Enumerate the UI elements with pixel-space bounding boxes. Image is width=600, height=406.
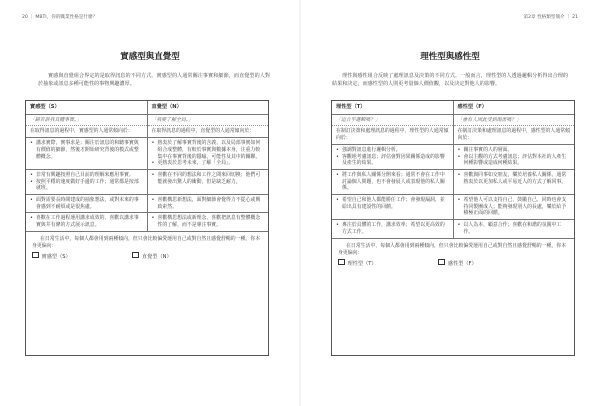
table-header-row bbox=[26, 101, 268, 114]
choice-label-feeling: 感性型（F） bbox=[447, 260, 477, 267]
choice-label-intuition: 直覺型（N） bbox=[141, 253, 172, 260]
list-item: • 面對需要長時間建成的抽象想法，或對未來的事會感到不耐煩或是很焦慮。 bbox=[30, 197, 143, 210]
right-comparison-box bbox=[331, 100, 575, 356]
left-comparison-table bbox=[26, 101, 268, 232]
desc-intuition: 在取得訊息的過程中，直覺型的人通常傾向於： bbox=[147, 126, 268, 138]
left-running-header: 20 ｜ MBTI，你的職業性格是什麼？ bbox=[22, 15, 98, 20]
right-section-title: 理性型與感性型 bbox=[420, 52, 480, 62]
left-comparison-box bbox=[25, 100, 269, 356]
choice-label-thinking: 理性型（T） bbox=[347, 260, 377, 267]
table-desc-row bbox=[332, 126, 574, 144]
quote-intuition: 「我要了解全局。」 bbox=[147, 114, 268, 126]
left-section-title: 實感型與直覺型 bbox=[120, 52, 180, 62]
list-item: • 希望自己和他人都能勝任工作；會發現漏洞，並給出具有建設性的回饋。 bbox=[336, 197, 449, 210]
list-item: • 講求實際，實事求是；關注於訊息的和聽事實與有價值的細節，然後才開始研究背後的模式或整體概念。 bbox=[30, 140, 143, 160]
table-header-row bbox=[332, 101, 574, 114]
choice-label-sensing: 實感型（S） bbox=[41, 253, 71, 260]
right-comparison-table bbox=[332, 101, 574, 239]
checkbox-square-icon[interactable] bbox=[338, 259, 345, 266]
table-row bbox=[26, 195, 268, 213]
list-item: • 熱衷於了解事實背後的含義，以及局部事實如何組合成整體，有較於事實與數據本身，注重力較集中在事實背後的隱喻、可能性及其中的關聯。 bbox=[152, 140, 265, 160]
quote-sensing: 「請告訴我具體事實。」 bbox=[26, 114, 147, 126]
list-item: • 按照平穩的速度做好手邊的工作；通常都是按部就班。 bbox=[30, 179, 143, 192]
checkbox-thinking[interactable] bbox=[338, 259, 377, 268]
list-item: • 強調對訊息進行邏輯分析。 bbox=[336, 147, 449, 154]
list-item: • 以人為本，顧意合作；喜歡在和諧的氛圍中工作。 bbox=[458, 222, 571, 235]
desc-feeling: 在制訂決策和處理訊息的過程中，感性型的人通常傾向於： bbox=[453, 126, 574, 144]
list-item: • 客觀地考慮訊息；評估會對因果關係造成的影響及產生的結果。 bbox=[336, 154, 449, 167]
left-daily-text: 在日常生活中，每個人都會用到兩種傾向，但只會比較偏愛運用自己或對自然且感覺舒暢的一種。你本身更偏向： bbox=[32, 235, 261, 249]
table-row bbox=[26, 213, 268, 231]
right-running-header: 第2章 性格類型簡介 ｜ 21 bbox=[523, 15, 578, 20]
header-sensing: 實感型（S） bbox=[26, 101, 147, 114]
checkbox-square-icon[interactable] bbox=[438, 259, 445, 266]
checkbox-intuition[interactable] bbox=[132, 252, 171, 261]
table-row bbox=[332, 169, 574, 194]
table-desc-row bbox=[26, 126, 268, 138]
quote-feeling: 「會有人因此受到傷害嗎？」 bbox=[453, 114, 574, 126]
list-item: • 喜歡在工作過程運用講求成效的、喜歡以講求事實與井有條的方式展示訊息。 bbox=[30, 215, 143, 228]
right-page bbox=[300, 0, 600, 406]
quote-thinking: 「這合乎邏輯嗎？」 bbox=[332, 114, 453, 126]
table-row bbox=[332, 195, 574, 220]
checkbox-feeling[interactable] bbox=[438, 259, 476, 268]
table-row bbox=[26, 169, 268, 194]
checkbox-sensing[interactable] bbox=[32, 252, 71, 261]
list-item: • 喜歡與同事如交朋友，樂於培養私人關係，通常熱衷於以更加私人或平易近人的方式了解同事。 bbox=[458, 172, 571, 185]
table-quote-row bbox=[332, 114, 574, 126]
left-intro: 實感與直覺組合界定的是取得訊息的不同方式。實感型的人通常關注事實和細節，而直覺型的人對於抽象或訊息多種可能性的事物興趣濃厚。 bbox=[38, 73, 270, 88]
right-daily-text: 在日常生活中，每個人都會用到兩種傾向，但只會比較偏愛運用自己或對自然且感覺舒暢的一種。你本身更偏向： bbox=[338, 242, 567, 256]
right-intro: 理性與感性組合反映了處理訊息及決策的不同方式。一般而言，理性型的人透過邏輯分析得出合理的結果和決定，而感性型的人則更考量個人價值觀，以及決定對他人的影響。 bbox=[332, 73, 568, 88]
checkbox-square-icon[interactable] bbox=[132, 252, 139, 259]
list-item: • 希望他人可以支持自己，鼓勵自己，同時也會支持同製團成人；能夠發現別人的長處，樂於給予積極正面的回饋。 bbox=[458, 197, 571, 217]
list-item: • 非常有興趣按照自己目前的理解來應用事實。 bbox=[30, 172, 143, 179]
list-item: • 將工作與私人關係分開來看；通常不會在工作中討論個人問題，也不會發展人或表現他的私人關係。 bbox=[336, 172, 449, 192]
checkbox-square-icon[interactable] bbox=[32, 252, 39, 259]
header-feeling: 感性型（F） bbox=[453, 101, 574, 114]
table-row bbox=[332, 220, 574, 238]
left-choices bbox=[26, 250, 268, 263]
list-item: • 會以主觀的方式考慮訊息；評估對本社的人產生何種影響或造成何種結果。 bbox=[458, 154, 571, 167]
desc-sensing: 在取得訊息的過程中，實感型的人通常傾向於： bbox=[26, 126, 147, 138]
table-row bbox=[26, 138, 268, 170]
list-item: • 更熱衷於思考未來，了解「全局」。 bbox=[152, 160, 265, 167]
list-item: • 專注於具體的工作，講求效率；希望以更高效的方式工作。 bbox=[336, 222, 449, 235]
header-thinking: 理性型（T） bbox=[332, 101, 453, 114]
table-row bbox=[332, 144, 574, 169]
right-choices bbox=[332, 257, 574, 270]
table-quote-row bbox=[26, 114, 268, 126]
desc-thinking: 在制訂決策和處理訊息的過程中，理性型的人通常傾向於： bbox=[332, 126, 453, 144]
header-intuition: 直覺型（N） bbox=[147, 101, 268, 114]
list-item: • 喜歡構思想法或新理念，喜歡把訊息有整體概念性的了解，而不是專注事實。 bbox=[152, 215, 265, 228]
list-item: • 關注事實的人的層面。 bbox=[458, 147, 571, 154]
list-item: • 喜歡構思新想法，面對細節會覺得力不從心或興致索然。 bbox=[152, 197, 265, 210]
list-item: • 喜歡在不同的想法和工作之間來回切換；他們可能就發出驚人的衝動，但是缺乏耐力。 bbox=[152, 172, 265, 185]
